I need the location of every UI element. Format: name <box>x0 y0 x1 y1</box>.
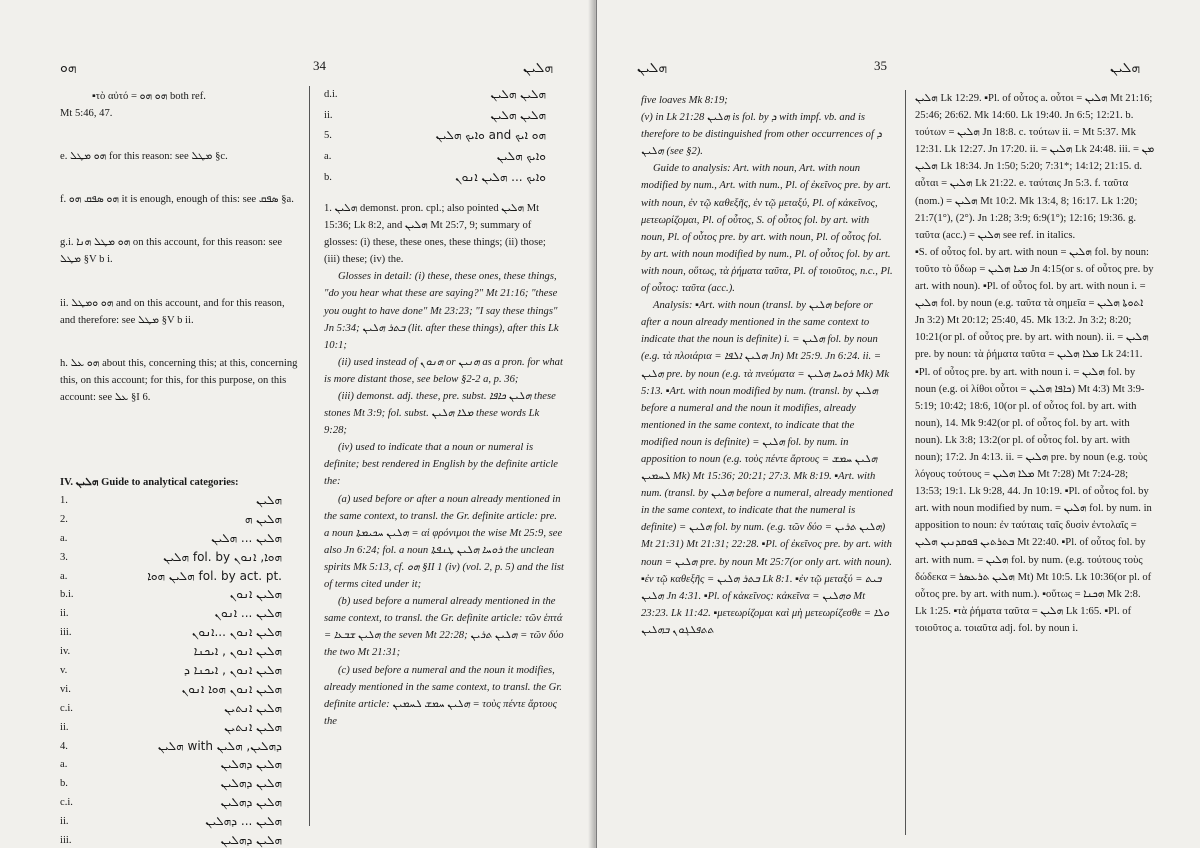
category-value: ܗܠܝܢ with ܕܗܠܝܢ, ܗܠܝܢ <box>157 738 282 753</box>
glosses-i: Glosses in detail: (i) these, these ones, these things, "do you hear what these are saying?" Mt 21:16; "these you ought to have done" Mt 23:23; "I say these things" Jn 5:34; ܒܬܪ ܗܠܝܢ (lit. after these things), after this Lk 10:1; <box>324 271 559 351</box>
glosses-iv-c: (c) used before a numeral and the noun it modifies, already mentioned in the same context, to transl. the Gr. definite article: ܗܠܝܢ ܚܡܫ ܠܚܡܝܢ = τοὺς πέντε ἄρτους the <box>324 664 562 727</box>
category-row <box>60 567 302 586</box>
category-value: ܗܠܝܢ ܐܢܬܝܢ <box>224 700 282 715</box>
category-row <box>60 491 302 510</box>
entry-e: e. ܗܘ ܡܛܠ for this reason: see ܡܛܠ §c. <box>60 151 228 163</box>
category-label: a. <box>60 759 68 771</box>
entry-h: h. ܗܘ ܥܠ about this, concerning this; at this, concerning this, on this account; for this, for this purpose, on this account: see ܥܠ §I 6. <box>60 357 298 403</box>
entry-line: five loaves Mk 8:19; <box>641 95 728 106</box>
category-label: c.i. <box>60 797 73 809</box>
entry-v: (v) in Lk 21:28 ܗܠܝܢ is fol. by ܕ with impf. vb. and is therefore to be distinguished from other occurrences of ܕ ܗܠܝܢ (see §2). <box>641 112 882 158</box>
guide-to-analysis: Guide to analysis: Art. with noun, Art. with noun modified by num., Art. with num., Pl. of ἐκεῖνος pre. by art. with noun, ἐν τῷ καθεξῆς, ἐν τῷ μεταξύ, Pl. of κἀκεῖνος, μετεωρίζομαι, Pl. of οὗτος, S. of οὗτος fol. by art. with noun, Pl. of οὗτος pre. by art. with noun, Pl. of οὗτος fol. by art. with noun modified by num., Pl. of οὗτος fol. by art. with noun, οὕτως, τὰ ῥήματα ταῦτα, Pl. of τοιοῦτος, n.c., Pl. of οὗτος: ταῦτα (acc.). <box>641 163 893 295</box>
glosses-iv: (iv) used to indicate that a noun or numeral is definite; best rendered in English by the definite article the: <box>324 442 558 488</box>
analytical-categories-list-continued <box>324 84 564 188</box>
page-number: 35 <box>874 58 887 73</box>
category-row <box>60 774 302 793</box>
category-value: ܗܠܝܢ ܗ <box>244 511 282 526</box>
category-row <box>60 529 302 548</box>
category-label: ii. <box>60 816 69 828</box>
category-row <box>60 737 302 756</box>
category-row <box>60 831 302 848</box>
category-value: ܗܠܝܢ ܗܠܝܢ <box>490 86 546 101</box>
category-row <box>324 84 564 105</box>
category-label: b. <box>60 778 68 790</box>
entry-f: f. ܗܘ ܣܦܩ ܗܘ it is enough, enough of this: see ܣܦܩ §a. <box>60 194 294 206</box>
category-value: ܗܠܝܢ ܐܢܘܢ <box>229 587 282 602</box>
category-row <box>60 642 302 661</box>
glosses-iv-b: (b) used before a numeral already mentioned in the same context, to transl. the Gr. definite article: τῶν ἑπτά = ܗܠܝܢ ܫܒܥܐ the seven Mt 22:28; ܗܠܝܢ ܬܪܝܢ = τῶν δύο the two Mt 21:31; <box>324 596 564 659</box>
category-value: ܗܠܝܢ ܐܢܘܢ , ܐܝܟܢܐ ܕ <box>183 663 282 678</box>
category-value: ܗܠܝܢ ... ܕܗܠܝܢ <box>205 814 282 829</box>
category-row <box>324 105 564 126</box>
category-row <box>60 718 302 737</box>
left-page-column-2 <box>324 84 564 730</box>
glosses-iii: (iii) demonst. adj. these, pre. subst. ܗܠܝܢ ܟܐܦܐ these stones Mt 3:9; fol. subst. ܡܠܐ ܗܠܝܢ these words Lk 9:28; <box>324 391 556 437</box>
category-row <box>324 126 564 147</box>
category-value: ܘܐܝܟ ܗܠܝܢ <box>496 149 546 164</box>
category-label: ii. <box>60 608 69 620</box>
category-value: ܗܠܝܢ ܕܗܠܝܢ <box>220 795 282 810</box>
running-head-right: ܗܠܝܢ <box>1110 60 1141 76</box>
category-label: b.i. <box>60 589 74 601</box>
running-head-right: ܗܠܝܢ <box>523 60 554 76</box>
category-value: ܗܠܝܢ ܗܘܐ fol. by act. pt. <box>147 568 282 583</box>
category-row <box>324 146 564 167</box>
category-label: a. <box>60 570 68 582</box>
category-label: d.i. <box>324 88 338 100</box>
running-head-left: ܗܘ <box>60 60 77 76</box>
entry-line: ▪S. of οὗτος fol. by art. with noun = ܗܠܝܢ fol. by noun: τοῦτο τὸ ὕδωρ = ܡܝܐ ܗܠܝܢ Jn 4:15(or s. of οὗτος pre. by art. with noun). ▪Pl. of οὗτος fol. by art. with noun i. = ܗܠܝܢ fol. by noun (e.g. ταῦτα τὰ σημεῖα = ܐܬܘܬܐ ܗܠܝܢ Jn 3:2) Mt 20:12; 25:40, 45. Mk 13:2. Jn 3:2; 8:20; 10:21(or pl. of οὗτος pre. by art. with noun). ii. = ܗܠܝܢ pre. by noun: τὰ ῥήματα ταῦτα = ܡܠܐ ܗܠܝܢ Lk 24:11. ▪Pl. of οὗτος pre. by art. with noun i. = ܗܠܝܢ fol. by noun (e.g. οἱ λίθοι οὗτοι = ܟܐܦܐ ܗܠܝܢ) Mt 4:3) Mt 3:9-5:19; 10:42; 18:6, 10(or pl. of οὗτος fol. by art. with noun), 14. Mk 9:42(or pl. of οὗτος fol. by art. with noun). Lk 3:8; 13:2(or pl. of οὗτος fol. by art. with noun); 17:2. Jn 4:13. ii. = ܗܠܝܢ pre. by noun (e.g. τοὺς λόγους τούτους = ܡܠܐ ܗܠܝܢ Mt 7:28) Mt 7:24-28; 13:53; 19:1. Lk 9:28, 44. Jn 10:19. ▪Pl. of οὗτος fol. by art. with noun modified by num. = ܗܠܝܢ fol. by num. in apposition to noun: ἐν ταύταις ταῖς δυσὶν ἐντολαῖς = ܒܬܪܬܝܢ ܦܘܩܕܢܝܢ ܗܠܝܢ Mt 22:40. ▪Pl. of οὗτος fol. by art. with num. = ܗܠܝܢ fol. by num. (e.g. τούτους τοὺς δώδεκα = ܗܠܝܢ ܬܪܥܣܪ Mt) Mt 10:5. Lk 10:36(or pl. of οὗτος pre. by art. with num.). ▪οὕτως = ܗܟܢܐ Mk 2:8. Lk 1:25. ▪τὰ ῥήματα ταῦτα = ܗܠܝܢ Lk 1:65. ▪Pl. of τοιοῦτος a. τοιαῦτα adj. fol. by noun i. <box>915 246 1154 634</box>
glosses-iv-a: (a) used before or after a noun already mentioned in the same context, to transl. the Gr. definite article: pre. a noun ܗܠܝܢ ܚܟܝܡܬܐ = αἱ φρόνιμοι the wise Mt 25:9, see also Jn 6:24; fol. a noun ܪܘܚܐ ܗܠܝܢ ܛܢܦܬܐ the unclean spirits Mk 5:13, cf. ܗܘ §II 1 (iv) (vol. 2, p. 5) and the list of terms cited under it; <box>324 493 564 591</box>
category-value: ܗܠܝܢ <box>256 493 282 508</box>
running-head-left: ܗܠܝܢ <box>637 60 668 76</box>
right-page-column-1 <box>641 92 893 639</box>
category-row <box>60 604 302 623</box>
entry-g-ii: ii. ܗܘ ܘܡܛܠ and on this account, and for this reason, and therefore: see ܡܛܠ §V b ii. <box>60 297 285 326</box>
column-rule <box>309 86 310 826</box>
right-page-column-2 <box>915 90 1155 637</box>
category-row <box>60 510 302 529</box>
category-value: ܗܠܝܢ ܐܢܬܝܢ <box>224 719 282 734</box>
category-row <box>60 680 302 699</box>
analytical-categories-list <box>60 491 302 848</box>
category-row <box>60 661 302 680</box>
category-label: 4. <box>60 740 68 752</box>
category-label: b. <box>324 172 332 184</box>
column-rule <box>905 90 906 835</box>
category-label: a. <box>60 532 68 544</box>
category-value: ܘܐܝܟ ܗܠܝܢ and ܗܘ ܐܝܟ <box>435 128 546 143</box>
entry-line: ܗܠܝܢ Lk 12:29. ▪Pl. of οὗτος a. οὗτοι = ܗܠܝܢ Mt 21:16; 25:46; 26:62. Mk 14:60. Lk 19:40. Jn 6:5; 12:21. b. τούτων = ܗܠܝܢ Jn 18:8. c. τούτων ii. = Mt 5:37. Mk 12:31. Lk 12:27. Jn 17:20. ii. = ܗܠܝܢ Lk 24:48. iii. = ܡܢ ܗܠܝܢ Lk 18:34. Jn 1:50; 5:20; 7:31*; 14:12; 21:15. d. αὗται = ܗܠܝܢ Lk 21:22. e. ταύταις Jn 5:3. f. ταῦτα (nom.) = ܗܠܝܢ Mt 10:2. Mk 13:4, 8; 16:17. Lk 1:20; 21:7(1°), (2°). Jn 1:28; 3:9; 6:9(1°); 12:16; 19:36. g. ταῦτα (acc.) = ܗܠܝܢ see ref. in italics. <box>915 93 1155 241</box>
category-row <box>60 793 302 812</box>
category-row <box>60 548 302 567</box>
entry-line: Mt 5:46, 47. <box>60 108 113 120</box>
category-label: ii. <box>60 721 69 733</box>
category-label: vi. <box>60 683 71 695</box>
category-value: ܗܠܝܢ ... ܐܢܘܢ <box>214 606 282 621</box>
category-row <box>60 699 302 718</box>
category-value: ܘܐܝܟ ... ܗܠܝܢ ܐܢܘܢ <box>455 170 546 185</box>
left-page <box>0 0 597 848</box>
right-page <box>597 0 1200 848</box>
category-value: ܗܠܝܢ ܕܗܠܝܢ <box>220 757 282 772</box>
category-row <box>324 167 564 188</box>
category-value: ܗܠܝܢ ܗܠܝܢ <box>490 107 546 122</box>
category-value: ܗܠܝܢ ܐܢܘܢ ܗܘܐ ܐܢܘܢ <box>181 681 282 696</box>
category-value: ܗܠܝܢ ܐܢܘܢ ...ܐܢܘܢ <box>191 625 282 640</box>
category-label: 1. <box>60 495 68 507</box>
glosses-ii: (ii) used instead of ܗܢܘܢ or ܗܢܝܢ as a pron. for what is more distant those, see below §2-2 a, p. 36; <box>324 356 563 385</box>
category-label: 5. <box>324 130 332 142</box>
category-row <box>60 756 302 775</box>
category-label: v. <box>60 665 68 677</box>
entry-line: ▪τὸ αὐτό = ܗܘ ܗܘ both ref. <box>92 91 206 102</box>
category-value: ܗܠܝܢ fol. by ܗܘܐ, ܐܢܘܢ <box>163 549 282 564</box>
category-row <box>60 623 302 642</box>
category-label: iii. <box>60 835 72 847</box>
entry-g-i: g.i. ܗܘ ܡܛܠ ܗܢܐ on this account, for this reason: see ܡܛܠ §V b i. <box>60 237 283 266</box>
category-label: 3. <box>60 551 68 563</box>
section-iv-heading: IV. ܗܠܝܢ Guide to analytical categories: <box>60 477 239 489</box>
section-1-summary: 1. ܗܠܝܢ demonst. pron. cpl.; also pointed ܗܠܝܢ Mt 15:36; Lk 8:2, and ܗܠܝܢ Mt 25:7, 9; summary of glosses: (i) these, these ones, these things; (ii) those; (iii) these; (iv) the. <box>324 202 546 266</box>
category-value: ܗܠܝܢ ܕܗܠܝܢ <box>220 833 282 848</box>
category-label: 2. <box>60 513 68 525</box>
category-label: ii. <box>324 109 333 121</box>
category-value: ܗܠܝܢ ܕܗܠܝܢ <box>220 776 282 791</box>
category-label: iv. <box>60 646 71 658</box>
analysis: Analysis: ▪Art. with noun (transl. by ܗܠܝܢ before or after a noun already mentioned in the same context to indicate that the noun is definite) i. = ܗܠܝܢ fol. by noun (e.g. τὰ πλοιάρια = ܗܠܝܢ ܐܠܦܐ Jn) Mt 25:9. Jn 6:24. ii. = ܗܠܝܢ pre. by noun (e.g. τὰ πνεύματα = ܪܘܚܐ ܗܠܝܢ Mk) Mk 5:13. ▪Art. with noun modified by num. (transl. by ܗܠܝܢ before a numeral and the noun it modifies, already mentioned in the same context, to indicate that the modified noun is definite) = ܗܠܝܢ fol. by num. in apposition to noun (e.g. τοὺς πέντε ἄρτους = ܗܠܝܢ ܚܡܫ ܠܚܡܝܢ Mk) Mt 15:36; 20:21; 27:3. Mk 8:19. ▪Art. with num. (transl. by ܗܠܝܢ before a numeral, already mentioned in the same context, to indicate that the numeral is definite) = ܗܠܝܢ fol. by num. (e.g. τῶν δύο = ܗܠܝܢ ܬܪܝܢ) Mt 21:31) Mt 21:31; 22:28. ▪Pl. of ἐκεῖνος pre. by art. with noun = ܗܠܝܢ pre. by noun Mt 25:7(or only art. with noun). ▪ἐν τῷ καθεξῆς = ܒܬܪ ܗܠܝܢ Lk 8:1. ▪ἐν τῷ μεταξύ = ܒܝܬ ܗܠܝܢ Jn 4:31. ▪Pl. of κἀκεῖνος: κἀκεῖνα = ܘܗܠܝܢ Mt 23:23. Lk 11:42. ▪μετεωρίζομαι καὶ μὴ μετεωρίζεσθε = ܘܠܐ ܬܬܦܠܓܘܢ ܒܗܠܝܢ <box>641 300 893 636</box>
category-value: ܗܠܝܢ ܐܢܘܢ , ܐܝܟܢܐ <box>193 644 282 659</box>
category-label: iii. <box>60 627 72 639</box>
category-label: a. <box>324 151 332 163</box>
left-page-column-1 <box>60 88 302 848</box>
category-value: ܗܠܝܢ ... ܗܠܝܢ <box>211 530 282 545</box>
page-number: 34 <box>313 58 326 73</box>
category-row <box>60 812 302 831</box>
category-label: c.i. <box>60 702 73 714</box>
category-row <box>60 586 302 605</box>
